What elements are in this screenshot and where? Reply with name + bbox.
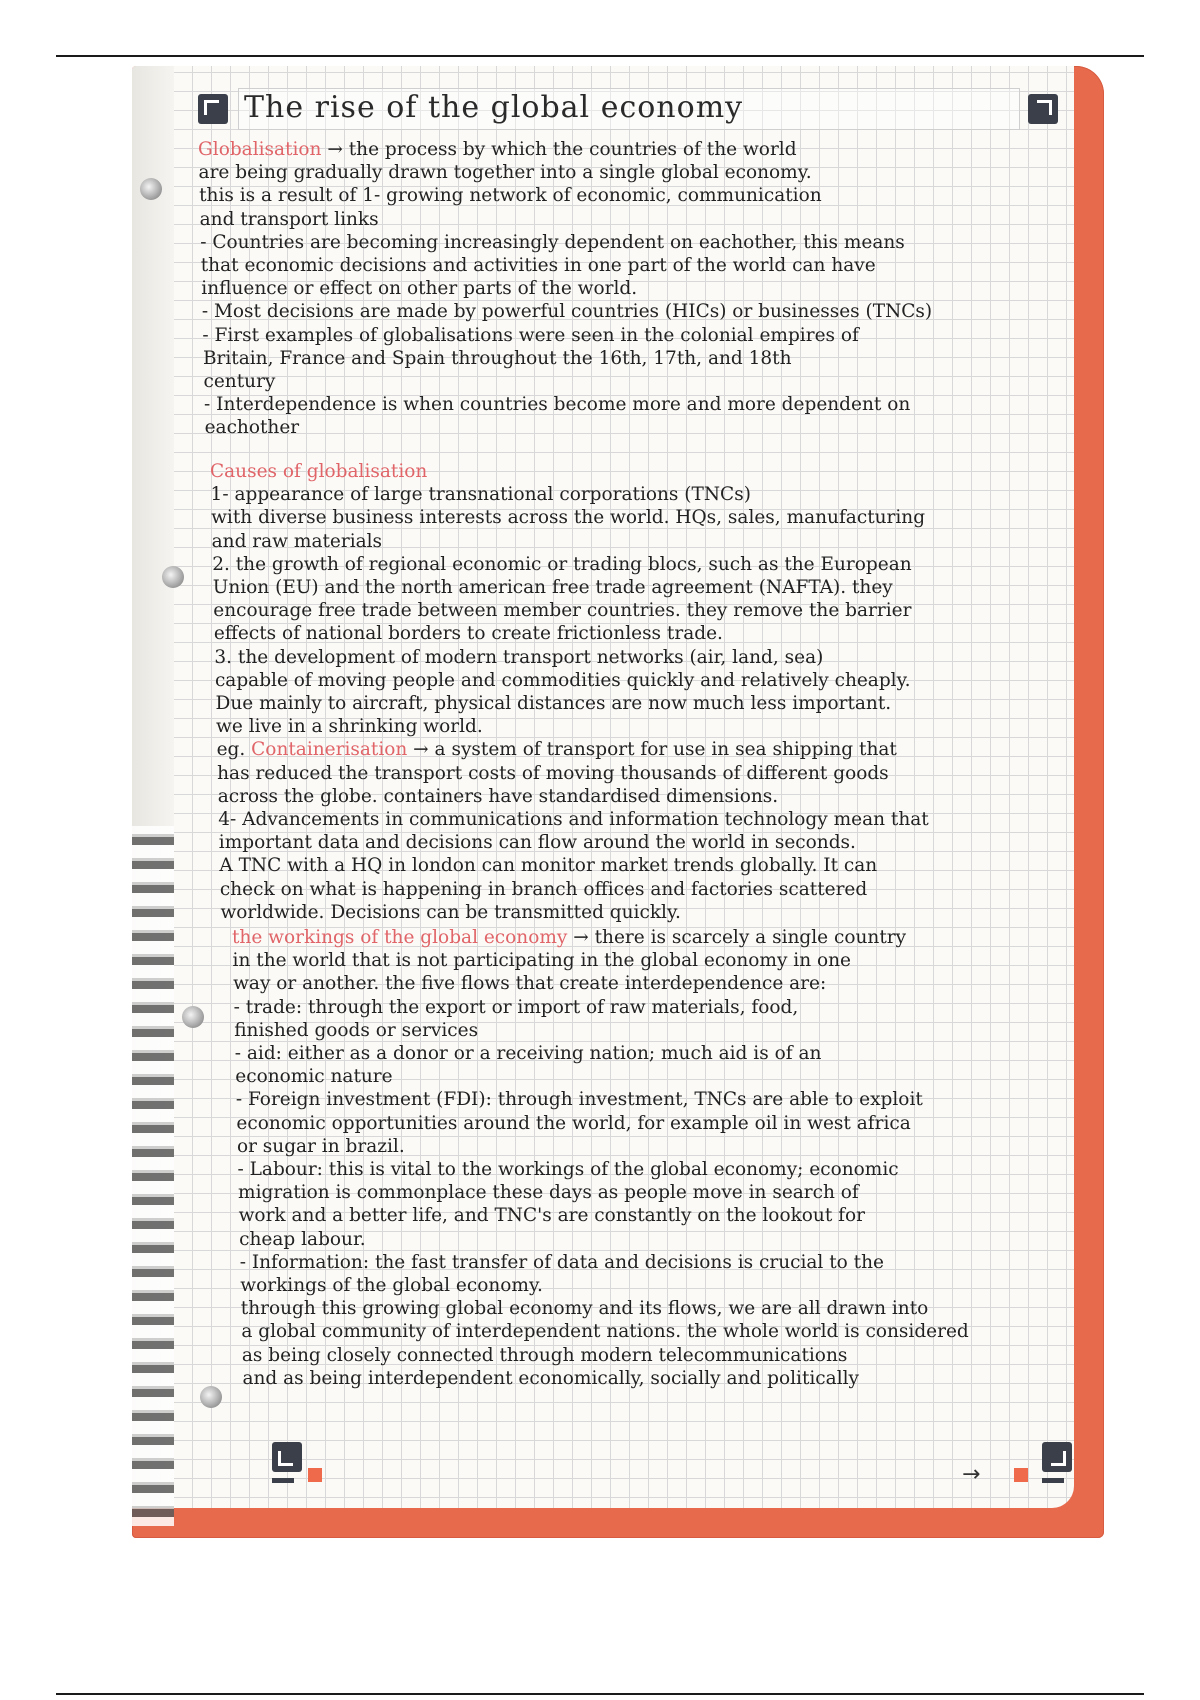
note-text: through this growing global economy and its flows, we are all drawn into xyxy=(240,1298,929,1320)
note-text: - Information: the fast transfer of data and decisions is crucial to the xyxy=(239,1251,884,1273)
note-line xyxy=(235,1065,392,1089)
note-line xyxy=(219,831,856,855)
corner-marker-top-left-icon xyxy=(198,94,228,124)
note-line xyxy=(215,669,911,693)
note-text: - First examples of globalisations were seen in the colonial empires of xyxy=(202,324,859,346)
note-line xyxy=(236,1088,923,1112)
note-text: 4- Advancements in communications and information technology mean that xyxy=(218,809,929,830)
note-line xyxy=(232,926,906,950)
note-line xyxy=(236,1112,910,1136)
punch-hole xyxy=(182,1006,204,1028)
note-line xyxy=(212,553,911,577)
note-text: a global community of interdependent nations. the whole world is considered xyxy=(241,1321,969,1343)
note-line xyxy=(202,324,859,348)
note-text: → the process by which the countries of the world xyxy=(321,139,797,160)
note-text: work and a better life, and TNC's are constantly on the lookout for xyxy=(238,1205,865,1227)
note-line xyxy=(216,692,892,716)
note-line xyxy=(201,277,637,301)
note-text: encourage free trade between member countries. they remove the barrier xyxy=(213,600,912,622)
bottom-left-marker xyxy=(308,1468,322,1482)
notebook-page xyxy=(132,66,1074,1508)
note-text: A TNC with a HQ in london can monitor market trends globally. It can xyxy=(219,855,878,877)
note-line xyxy=(211,506,925,530)
note-text: Union (EU) and the north american free trade agreement (NAFTA). they xyxy=(212,577,893,598)
note-text: → there is scarcely a single country xyxy=(567,927,907,948)
note-text: 2. the growth of regional economic or trading blocs, such as the European xyxy=(212,553,912,575)
bottom-right-marker xyxy=(1014,1468,1028,1482)
notebook-photo xyxy=(132,66,1104,1538)
bottom-right-bar xyxy=(1042,1478,1064,1483)
note-line xyxy=(210,460,427,484)
top-rule xyxy=(56,55,1144,57)
note-text: has reduced the transport costs of moving thousands of different goods xyxy=(217,762,889,784)
note-line xyxy=(201,254,876,278)
note-line xyxy=(205,416,300,440)
page-title: The rise of the global economy xyxy=(244,90,744,125)
note-line xyxy=(237,1135,405,1159)
note-line xyxy=(218,785,778,809)
note-line xyxy=(212,530,382,554)
note-line xyxy=(213,599,911,623)
note-text: as being closely connected through modern telecommunications xyxy=(241,1344,848,1366)
note-text: - aid: either as a donor or a receiving nation; much aid is of an xyxy=(234,1043,822,1064)
note-text: economic opportunities around the world, for example oil in west africa xyxy=(236,1112,911,1134)
bottom-rule xyxy=(56,1693,1144,1695)
spiral-binding xyxy=(132,826,174,1526)
note-text: in the world that is not participating in the global economy in one xyxy=(232,950,851,972)
note-text: economic nature xyxy=(235,1066,393,1088)
note-text: that economic decisions and activities in one part of the world can have xyxy=(200,255,876,276)
note-line xyxy=(239,1228,366,1252)
note-text: century xyxy=(203,371,276,392)
note-line xyxy=(216,715,483,739)
note-text: - Foreign investment (FDI): through investment, TNCs are able to exploit xyxy=(235,1089,923,1111)
note-text: and as being interdependent economically, socially and politically xyxy=(242,1367,859,1389)
note-line xyxy=(218,808,929,832)
note-line xyxy=(233,972,826,996)
note-line xyxy=(202,300,932,324)
note-line xyxy=(214,622,723,646)
note-line xyxy=(240,1251,884,1275)
note-text: across the globe. containers have standardised dimensions. xyxy=(217,785,779,807)
corner-marker-bottom-left-icon xyxy=(272,1442,302,1472)
note-text: we live in a shrinking world. xyxy=(216,716,483,738)
note-line xyxy=(233,949,851,973)
note-text: 3. the development of modern transport networks (air, land, sea) xyxy=(214,646,824,668)
note-heading: Containerisation xyxy=(251,739,408,761)
note-line xyxy=(234,1019,478,1043)
note-text: - Most decisions are made by powerful countries (HICs) or businesses (TNCs) xyxy=(201,301,933,323)
note-line xyxy=(240,1274,543,1298)
note-text: Britain, France and Spain throughout the 16th, 17th, and 18th xyxy=(202,347,792,369)
note-text: capable of moving people and commodities quickly and relatively cheaply. xyxy=(214,669,911,691)
note-text: worldwide. Decisions can be transmitted quickly. xyxy=(220,901,681,923)
note-text: or sugar in brazil. xyxy=(236,1135,405,1157)
note-text: eachother xyxy=(204,417,300,439)
note-text: 1- appearance of large transnational corporations (TNCs) xyxy=(210,484,751,506)
note-line xyxy=(204,393,910,417)
note-text: cheap labour. xyxy=(239,1228,366,1250)
note-text: migration is commonplace these days as people move in search of xyxy=(238,1182,859,1204)
note-text: workings of the global economy. xyxy=(240,1275,543,1296)
note-text: eg. xyxy=(216,739,252,761)
note-line xyxy=(242,1367,859,1391)
note-text: important data and decisions can flow around the world in seconds. xyxy=(218,832,856,854)
note-line xyxy=(238,1181,859,1205)
note-line xyxy=(199,161,812,185)
note-line xyxy=(234,996,799,1020)
note-text: - Interdependence is when countries become more and more dependent on xyxy=(204,394,911,416)
note-text: → a system of transport for use in sea shipping that xyxy=(407,739,897,761)
note-text: - trade: through the export or import of raw materials, food, xyxy=(233,996,799,1018)
continue-arrow: → xyxy=(962,1462,981,1487)
note-line xyxy=(213,576,893,600)
corner-marker-top-right-icon xyxy=(1028,94,1058,124)
note-line xyxy=(217,738,897,762)
note-text: effects of national borders to create frictionless trade. xyxy=(213,623,723,645)
note-line xyxy=(199,184,822,208)
note-line xyxy=(219,854,877,878)
note-text: - Labour: this is vital to the workings of the global economy; economic xyxy=(237,1159,899,1180)
note-heading: Globalisation xyxy=(198,139,322,160)
punch-hole xyxy=(162,566,184,588)
note-line xyxy=(220,878,867,902)
note-line xyxy=(203,347,792,371)
note-line xyxy=(200,231,905,255)
note-text: - Countries are becoming increasingly dependent on eachother, this means xyxy=(200,231,905,253)
note-text: influence or effect on other parts of the world. xyxy=(201,278,638,300)
note-text: finished goods or services xyxy=(234,1019,479,1041)
note-text: Due mainly to aircraft, physical distances are now much less important. xyxy=(215,693,892,714)
note-heading: the workings of the global economy xyxy=(232,927,568,948)
note-text: and transport links xyxy=(199,208,379,230)
punch-hole xyxy=(200,1386,222,1408)
note-text: are being gradually drawn together into a single global economy. xyxy=(198,162,812,184)
note-text: this is a result of 1- growing network of economic, communication xyxy=(199,185,822,207)
note-text: check on what is happening in branch offices and factories scattered xyxy=(219,878,868,900)
corner-marker-bottom-right-icon xyxy=(1042,1442,1072,1472)
note-line xyxy=(238,1158,899,1182)
note-heading: Causes of globalisation xyxy=(210,461,428,482)
note-line xyxy=(198,138,797,162)
note-line xyxy=(239,1204,865,1228)
note-line xyxy=(214,646,823,670)
note-line xyxy=(200,208,379,232)
note-line xyxy=(220,901,680,925)
note-line xyxy=(235,1042,822,1066)
note-text: and raw materials xyxy=(211,530,383,552)
note-line xyxy=(217,762,889,786)
note-text: with diverse business interests across the world. HQs, sales, manufacturing xyxy=(211,507,926,529)
bottom-left-bar xyxy=(272,1478,294,1483)
note-text: way or another. the five flows that create interdependence are: xyxy=(233,973,827,995)
note-line xyxy=(204,370,276,394)
note-line xyxy=(241,1320,968,1344)
punch-hole xyxy=(140,178,162,200)
note-line xyxy=(242,1344,847,1368)
note-line xyxy=(211,483,751,507)
note-line xyxy=(241,1297,929,1321)
